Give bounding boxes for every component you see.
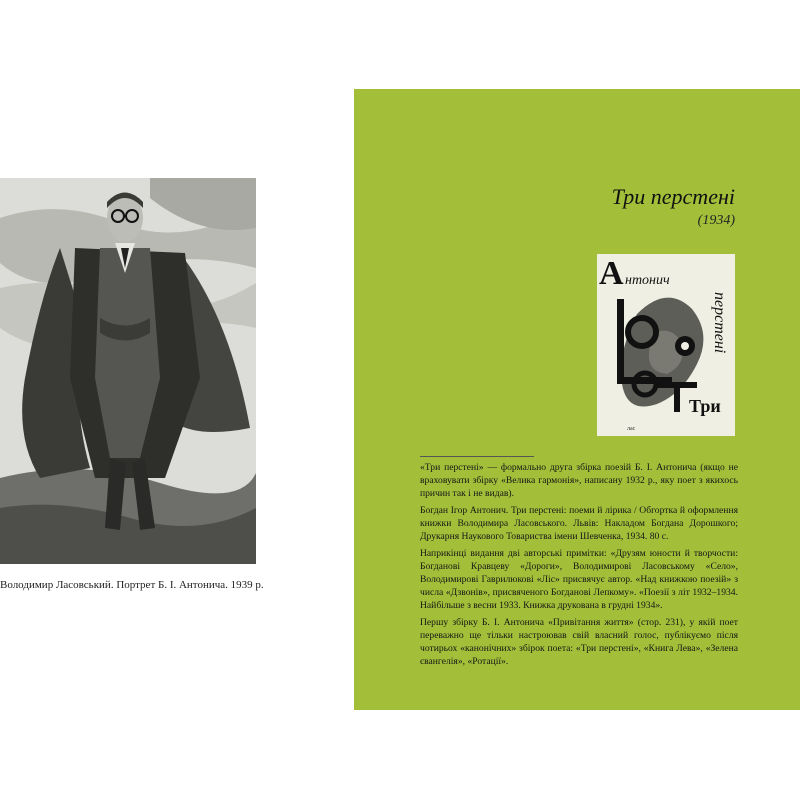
portrait-drawing-icon (0, 178, 256, 564)
cover-vertical-title: перстені (711, 292, 728, 354)
section-title: Три перстені (611, 184, 735, 209)
green-page (354, 89, 800, 710)
cover-signature: лас (627, 426, 636, 432)
portrait-caption: Володимир Ласовський. Портрет Б. І. Антонича. 1939 р. (0, 579, 264, 591)
book-cover-icon (597, 254, 735, 436)
cover-author: нтонич (625, 273, 670, 288)
note-paragraph: Першу збірку Б. І. Антонича «Привітання життя» (стор. 231), у якій поет переважно ще тільки настроював свій власний голос, публікуємо після чотирьох «канонічних» збірок поета: «Три перстені», «Книга Лева», «Зелена євангелія», «Ротації». (420, 617, 738, 667)
section-year: (1934) (697, 213, 735, 228)
note-paragraph: Богдан Ігор Антонич. Три перстені: поеми й лірика / Обгортка й оформлення книжки Володимира Ласовського. Львів: Накладом Богдана Дорошкого; Друкарня Наукового Товариства імени Шевченка, 1934. 80 с. (420, 505, 738, 542)
notes-block (420, 461, 738, 672)
cover-letter-a: А (599, 255, 624, 292)
notes-rule (420, 456, 534, 457)
note-paragraph: Наприкінці видання дві авторські примітки: «Друзям юности й творчости: Богданові Кравцеву «Дороги», Володимирові Ласовському «Село», Володимирові Гаврилюкові «Ліс» присвячує автор. «Над книжкою поезій» з числа «Дзвонів», присвяченого Богданові Лепкому». «Поезії з літ 1932–1934. Найбільше з весни 1933. Книжка друкована в грудні 1934». (420, 548, 738, 611)
note-paragraph: «Три перстені» — формально друга збірка поезій Б. І. Антонича (якщо не враховувати збірку «Велика гармонія», написану 1932 р., яку поет з якихось причин так і не видав). (420, 462, 738, 499)
portrait-image (0, 178, 256, 564)
cover-bottom-word: Три (689, 396, 721, 416)
book-cover-image (597, 254, 735, 436)
